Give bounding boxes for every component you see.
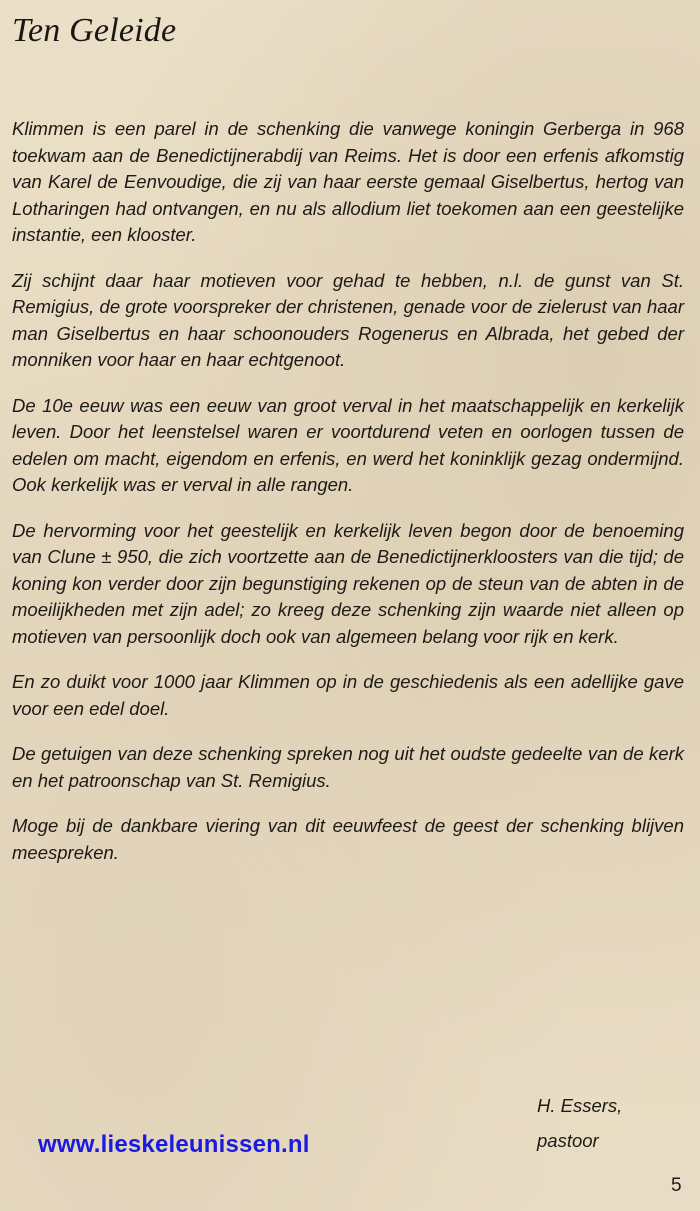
paragraph-3: De 10e eeuw was een eeuw van groot verval in het maatschappelijk en kerkelijk leven. Door het leenstelsel waren er voortdurend veten en oorlogen tussen de edelen om macht, eigendom en erfenis, en werd het koninklijk gezag ondermijnd. Ook kerkelijk was er verval in alle rangen. [12,394,684,495]
signature-role: pastoor [537,1130,599,1151]
paragraph-1: Klimmen is een parel in de schenking die vanwege koningin Gerberga in 968 toekwam aan de Benedictijnerabdij van Reims. Het is door een erfenis afkomstig van Karel de Eenvoudige, die zij van haar eerste gemaal Giselbertus, hertog van Lotharingen had ontvangen, en nu als allodium liet toekomen aan een geestelijke instantie, een klooster. [12,118,684,245]
page-number: 5 [671,1175,682,1196]
signature-block [537,1088,622,1158]
paragraph-6: De getuigen van deze schenking spreken nog uit het oudste gedeelte van de kerk en het patroonschap van St. Remigius. [12,743,684,791]
paragraph-2: Zij schijnt daar haar motieven voor gehad te hebben, n.l. de gunst van St. Remigius, de grote voorspreker der christenen, genade voor de zielerust van haar man Giselbertus en haar schoonouders Rogenerus en Albrada, het gebed der monniken voor haar en haar echtgenoot. [12,269,684,370]
paragraph-5: En zo duikt voor 1000 jaar Klimmen op in de geschiedenis als een adellijke gave voor een edel doel. [12,671,684,719]
watermark-url: www.lieskeleunissen.nl [38,1131,310,1158]
page-title: Ten Geleide [12,12,177,49]
signature-name: H. Essers, [537,1095,623,1116]
paragraph-7: Moge bij de dankbare viering van dit eeuwfeest de geest der schenking blijven meespreken. [12,815,684,863]
body-text [12,116,684,885]
paragraph-4: De hervorming voor het geestelijk en kerkelijk leven begon door de benoeming van Clune ± 950, die zich voortzette aan de Benedictijnerkloosters van die tijd; de koning kon verder door zijn begunstiging rekenen op de steun van de abten in de moeilijkheden met zijn adel; zo kreeg deze schenking zijn waarde niet alleen op motieven van persoonlijk doch ook van algemeen belang voor rijk en kerk. [12,519,684,647]
